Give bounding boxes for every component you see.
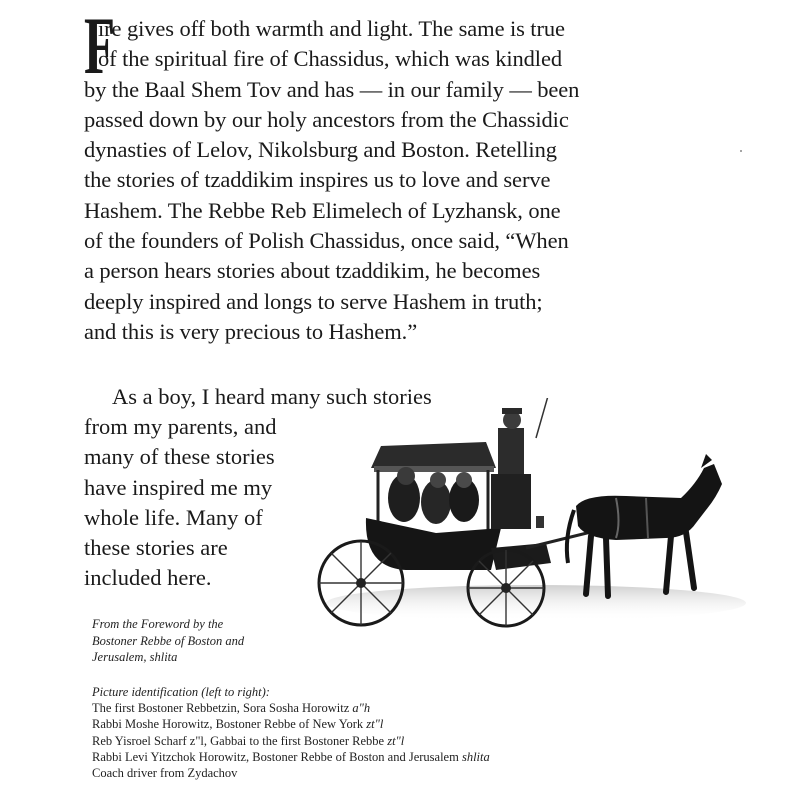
text-line: deeply inspired and longs to serve Hashem in truth; [84,288,543,314]
text-line: ire gives off both warmth and light. The same is true [98,16,565,41]
caption-heading: Picture identification (left to right): [92,685,270,699]
foreword-attribution [92,616,292,666]
text-line: the stories of tzaddikim inspires us to love and serve [84,167,551,193]
picture-caption [92,684,742,781]
scan-speck [740,150,742,152]
carriage-photo [286,398,766,668]
text-line: and this is very precious to Hashem.” [84,318,418,344]
foreword-line: From the Foreword by the [92,617,224,631]
caption-text: Rabbi Moshe Horowitz, Bostoner Rebbe of New York [92,717,367,732]
drop-cap-letter: F [84,0,116,91]
caption-text: Rabbi Levi Yitzchok Horowitz, Bostoner Rebbe of Boston and Jerusalem [92,749,462,764]
caption-text: Reb Yisroel Scharf z"l, Gabbai to the first Bostoner Rebbe [92,733,388,748]
text-line: a person hears stories about tzaddikim, he becomes [84,258,541,284]
caption-row [92,765,742,781]
caption-row [92,733,742,749]
foreword-line: Jerusalem, shlita [92,650,178,664]
text-line: of the founders of Polish Chassidus, once said, “When [84,228,569,254]
text-line: have inspired me my [84,474,273,500]
caption-honorific: zt"l [366,717,384,732]
text-line: from my parents, and [84,414,277,440]
caption-honorific: shlita [461,749,490,764]
caption-row [92,700,742,716]
caption-text: Coach driver from Zydachov [92,766,238,781]
text-line: As a boy, I heard many such stories [112,384,432,409]
horse-carriage-illustration [286,398,766,668]
text-line: whole life. Many of [84,504,263,530]
text-line: dynasties of Lelov, Nikolsburg and Boston. Retelling [84,137,557,163]
text-line: passed down by our holy ancestors from the Chassidic [84,106,569,132]
caption-honorific: a"h [352,701,371,716]
paragraph-1 [84,0,784,347]
text-line: these stories are [84,535,228,561]
text-line: of the spiritual fire of Chassidus, which was kindled [98,46,562,72]
text-line: Hashem. The Rebbe Reb Elimelech of Lyzhansk, one [84,197,561,223]
caption-text: The first Bostoner Rebbetzin, Sora Sosha Horowitz [92,701,353,716]
text-line: many of these stories [84,444,275,470]
text-line: included here. [84,565,212,591]
caption-honorific: zt"l [387,733,405,748]
text-line: by the Baal Shem Tov and has — in our family — been [84,76,580,102]
caption-row [92,716,742,732]
foreword-line: Bostoner Rebbe of Boston and [92,633,245,648]
caption-row [92,749,742,765]
